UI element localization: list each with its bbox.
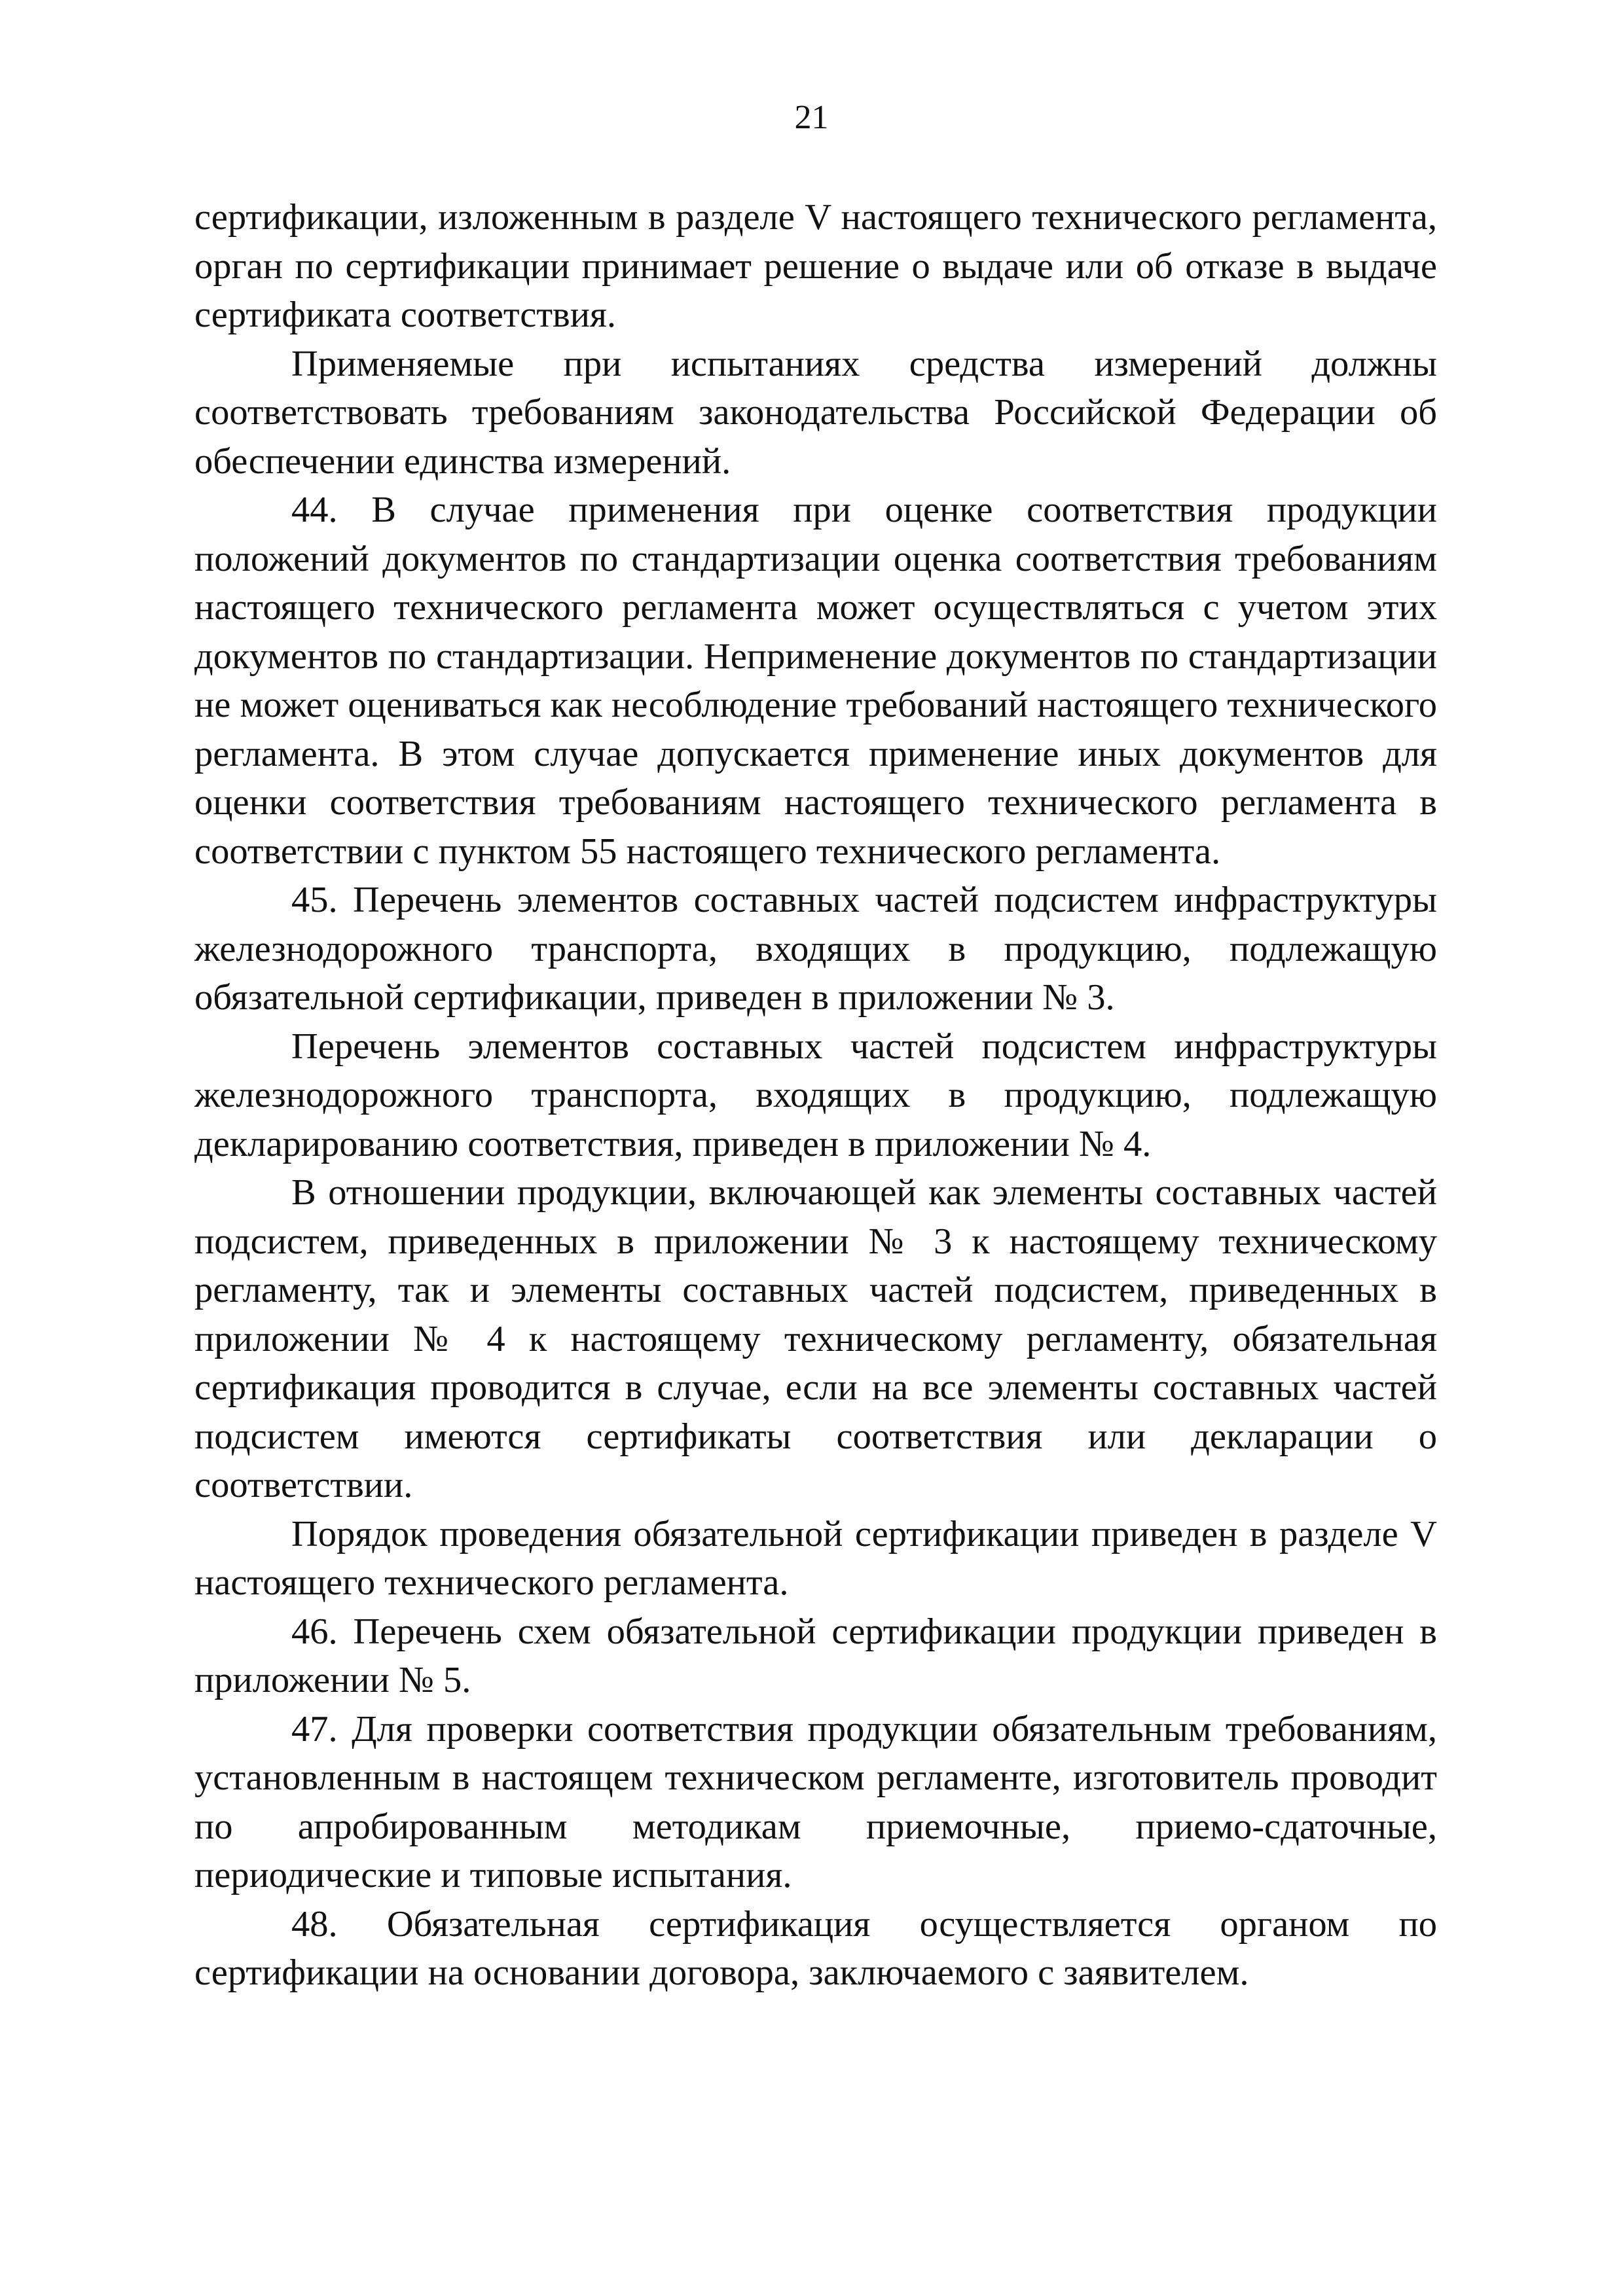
paragraph-measurement-instruments: Применяемые при испытаниях средства измерений должны соответствовать требованиям законодательства Российской Федерации об обеспечении единства измерений. (194, 343, 1437, 482)
paragraph-46: 46. Перечень схем обязательной сертификации продукции приведен в приложении № 5. (194, 1611, 1437, 1700)
document-body (194, 193, 1437, 1998)
paragraph-continuation: сертификации, изложенным в разделе V настоящего технического регламента, орган по сертификации принимает решение о выдаче или об отказе в выдаче сертификата соответствия. (194, 197, 1437, 335)
paragraph-declaration-list: Перечень элементов составных частей подсистем инфраструктуры железнодорожного транспорта, входящих в продукцию, подлежащую декларированию соответствия, приведен в приложении № 4. (194, 1026, 1437, 1164)
paragraph-44: 44. В случае применения при оценке соответствия продукции положений документов по стандартизации оценка соответствия требованиям настоящего технического регламента может осуществляться с учетом этих документов по стандартизации. Неприменение документов по стандартизации не может оцениваться как несоблюдение требований настоящего технического регламента. В этом случае допускается применение иных документов для оценки соответствия требованиям настоящего технического регламента в соответствии с пунктом 55 настоящего технического регламента. (194, 490, 1437, 872)
paragraph-48: 48. Обязательная сертификация осуществляется органом по сертификации на основании договора, заключаемого с заявителем. (194, 1903, 1437, 1993)
page-number: 21 (794, 99, 829, 136)
paragraph-45: 45. Перечень элементов составных частей подсистем инфраструктуры железнодорожного транспорта, входящих в продукцию, подлежащую обязательной сертификации, приведен в приложении № 3. (194, 880, 1437, 1018)
paragraph-certification-procedure: Порядок проведения обязательной сертификации приведен в разделе V настоящего технического регламента. (194, 1513, 1437, 1603)
paragraph-mixed-products: В отношении продукции, включающей как элементы составных частей подсистем, приведенных в приложении № 3 к настоящему техническому регламенту, так и элементы составных частей подсистем, приведенных в приложении № 4 к настоящему техническому регламенту, обязательная сертификация проводится в случае, если на все элементы составных частей подсистем имеются сертификаты соответствия или декларации о соответствии. (194, 1172, 1437, 1505)
paragraph-47: 47. Для проверки соответствия продукции обязательным требованиям, установленным в настоящем техническом регламенте, изготовитель проводит по апробированным методикам приемочные, приемо-сдаточные, периодические и типовые испытания. (194, 1708, 1437, 1895)
